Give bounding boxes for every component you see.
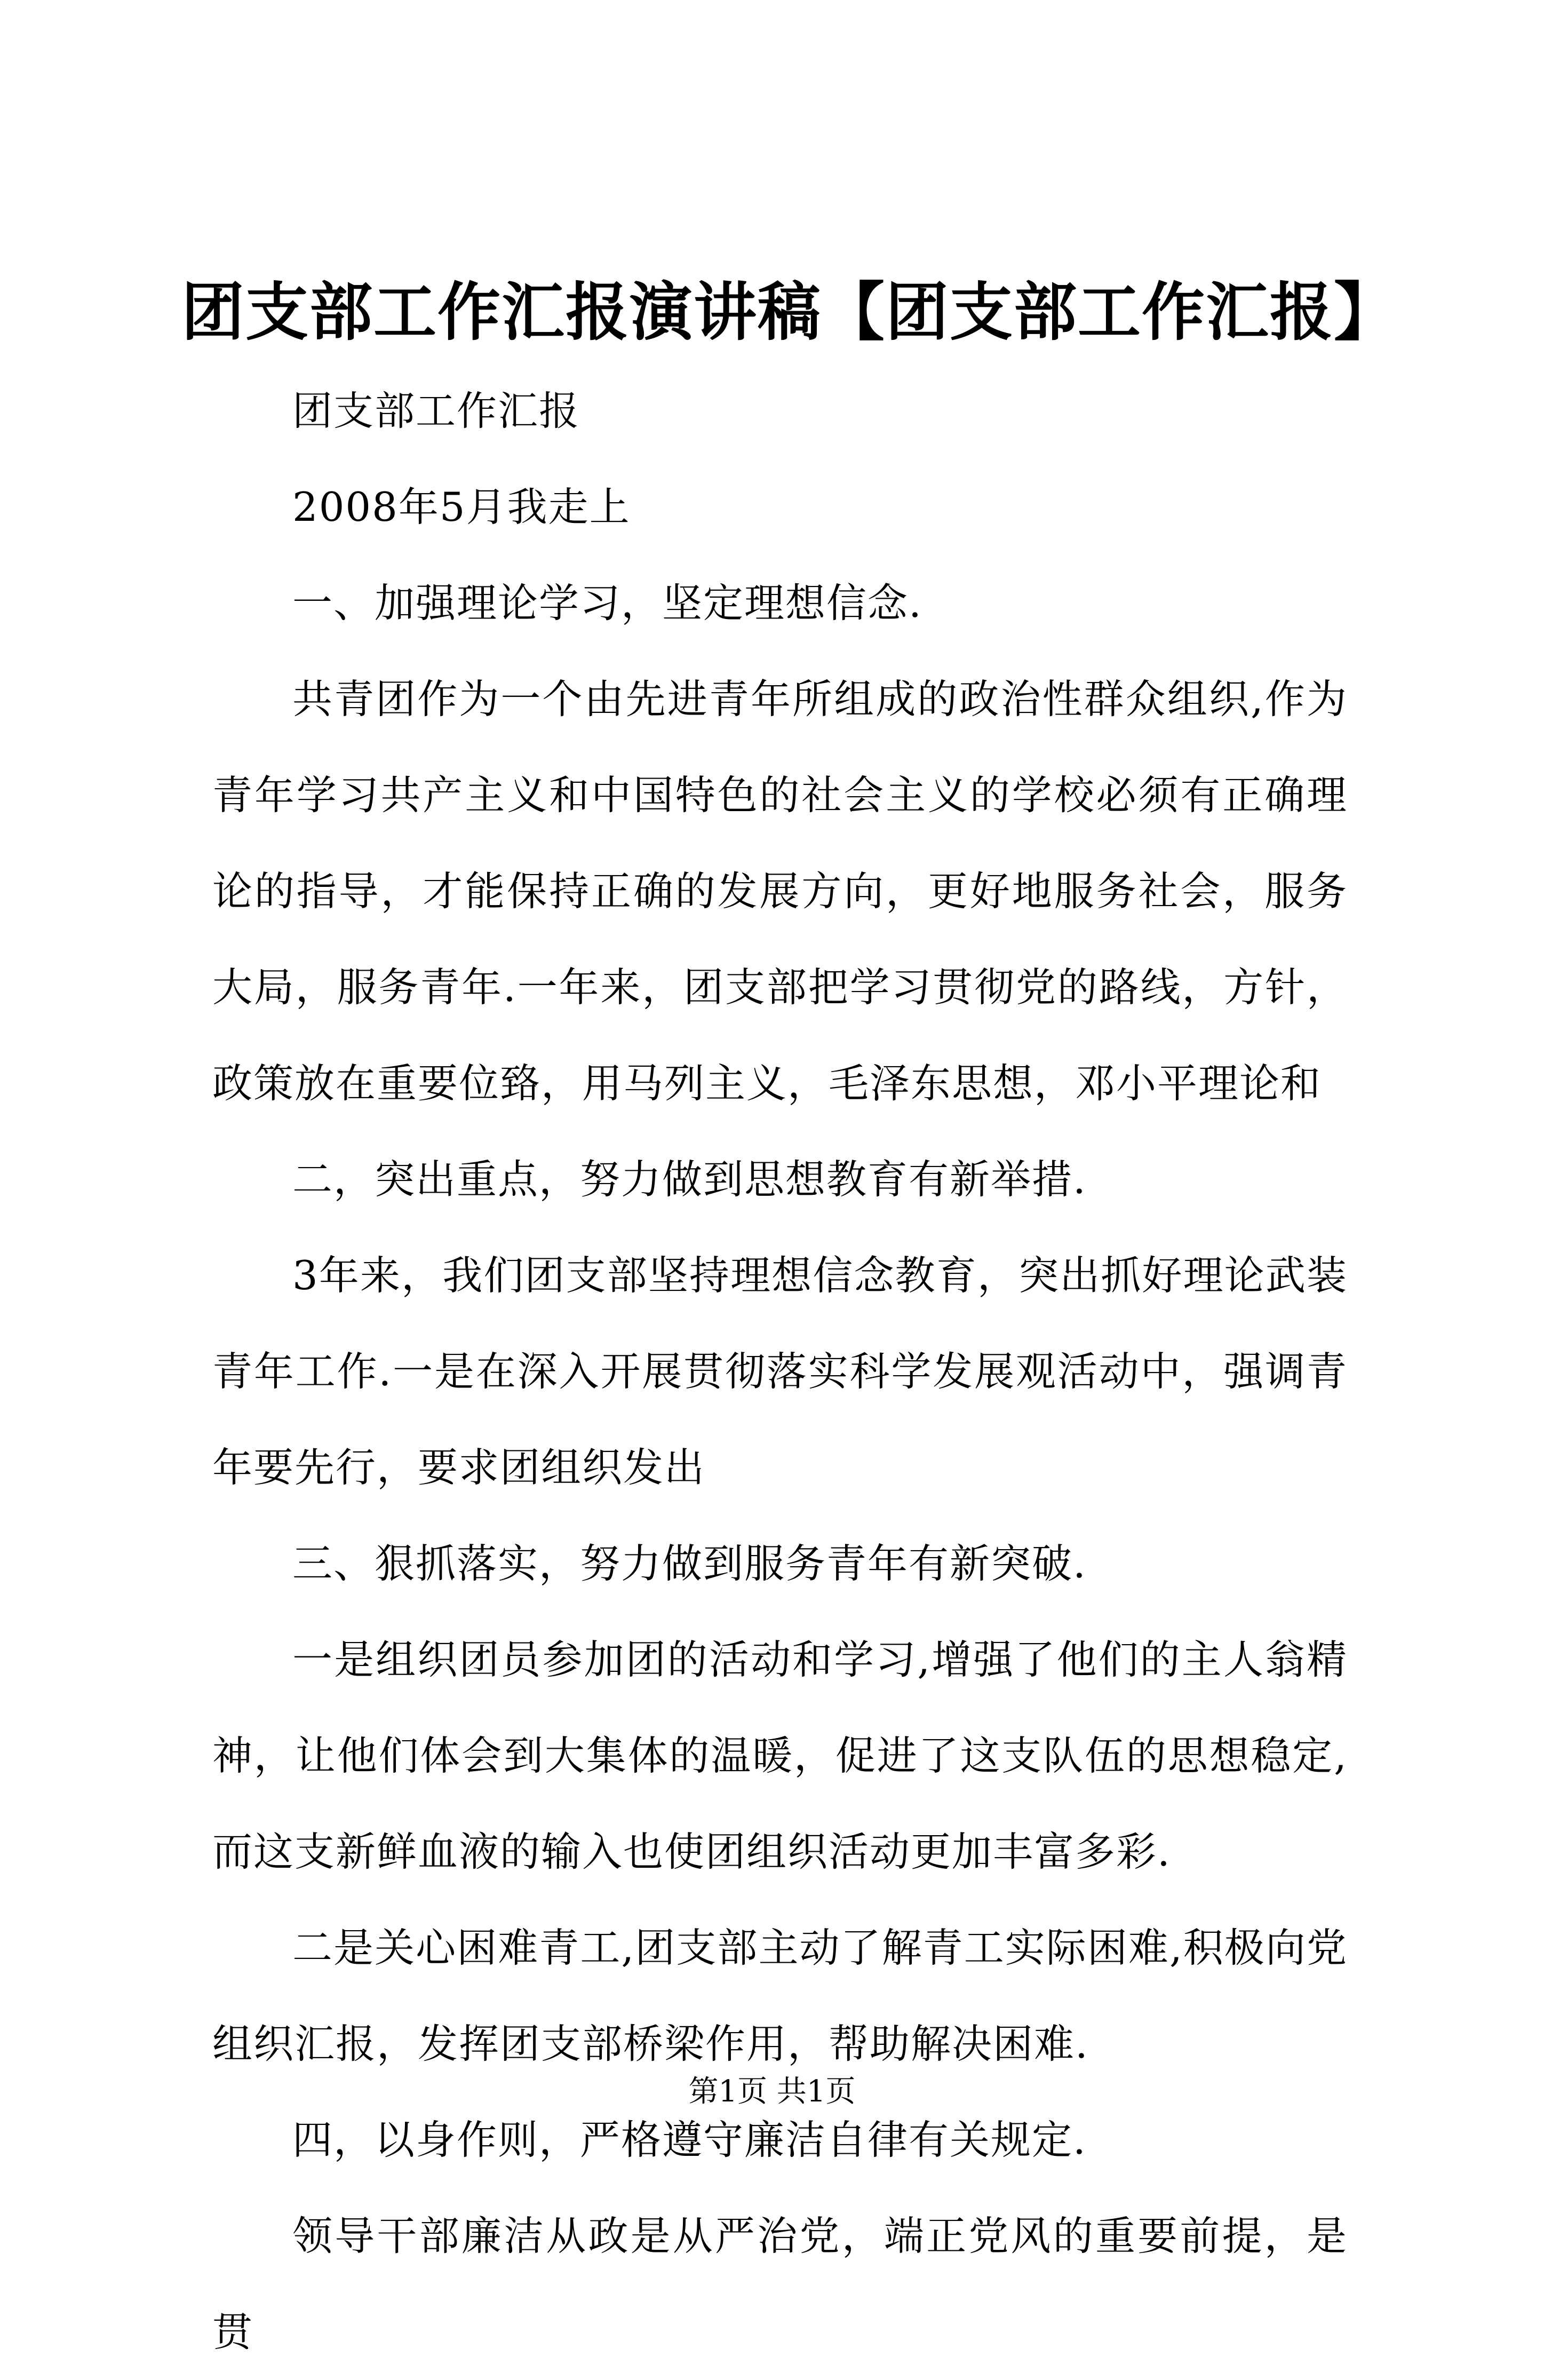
paragraph: 2008年5月我走上: [292, 483, 631, 530]
section-heading: 三、狠抓落实，努力做到服务青年有新突破.: [292, 1540, 1087, 1587]
section-heading: 二，突出重点，努力做到思想教育有新举措.: [292, 1156, 1087, 1203]
page-footer: 第1页 共1页: [688, 2074, 856, 2109]
paragraph: 二是关心困难青工,团支部主动了解青工实际困难,积极向党组织汇报，发挥团支部桥梁作用，帮助解决困难.: [212, 1924, 1348, 2067]
paragraph: 3年来，我们团支部坚持理想信念教育，突出抓好理论武装青年工作.一是在深入开展贯彻落实科学发展观活动中，强调青年要先行，要求团组织发出: [212, 1252, 1348, 1491]
paragraph: 共青团作为一个由先进青年所组成的政治性群众组织,作为青年学习共产主义和中国特色的社会主义的学校必须有正确理论的指导，才能保持正确的发展方向，更好地服务社会，服务大局，服务青年.一年来，团支部把学习贯彻党的路线，方针，政策放在重要位臵，用马列主义，毛泽东思想，邓小平理论和: [212, 676, 1348, 1107]
document-title: 团支部工作汇报演讲稿【团支部工作汇报】: [181, 275, 1398, 349]
paragraph: 一是组织团员参加团的活动和学习,增强了他们的主人翁精神，让他们体会到大集体的温暖，促进了这支队伍的思想稳定,而这支新鲜血液的输入也使团组织活动更加丰富多彩.: [212, 1636, 1348, 1875]
section-heading: 四，以身作则，严格遵守廉洁自律有关规定.: [292, 2116, 1087, 2163]
paragraph: 团支部工作汇报: [292, 387, 580, 434]
section-heading: 一、加强理论学习，坚定理想信念.: [292, 580, 922, 626]
paragraph: 领导干部廉洁从政是从严治党，端正党风的重要前提，是贯: [212, 2212, 1348, 2355]
